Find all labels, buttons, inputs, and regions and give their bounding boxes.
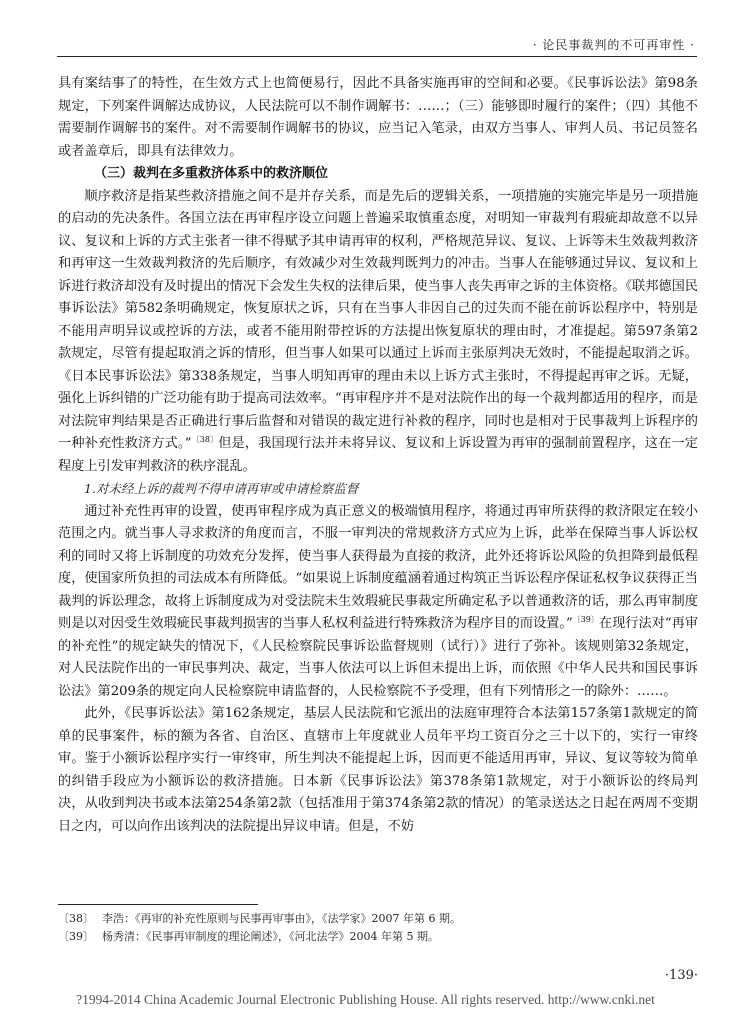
footnote-text: 李浩：《再审的补充性原则与民事再审事由》，《法学家》2007 年第 6 期。: [102, 912, 461, 925]
sub-heading: 1.对未经上诉的裁判不得申请再审或申请检察监督: [84, 481, 359, 496]
header-rule: [57, 56, 697, 57]
footnote-ref-38[interactable]: 〔38〕: [191, 435, 219, 444]
running-header: · 论民事裁判的不可再审性 ·: [532, 38, 695, 52]
section-heading: （三）裁判在多重救济体系中的救济顺位: [94, 166, 329, 181]
footnote-ref-39[interactable]: 〔39〕: [572, 615, 599, 624]
article-body: [58, 73, 698, 838]
footnote-rule: [58, 904, 258, 905]
paragraph-2-text-b: 但是，我国现行法并未将异议、复议和上诉设置为再审的强制前置程序，这在一定程度上引发审判救济的秩序混乱。: [58, 436, 698, 474]
paragraph-3-text-a: 通过补充性再审的设置，使再审程序成为真正意义的极端慎用程序，将通过再审所获得的救济限定在较小范围之内。就当事人寻求救济的角度而言，不服一审判决的常规救济方式应为上诉，此举在保障当事人诉讼权利的同时又将上诉制度的功效充分发挥，使当事人获得最为直接的救济，此外还将诉讼风险的负担降到最低程度，使国家所负担的司法成本有所降低。“如果说上诉制度蕴涵着通过构筑正当诉讼程序保证私权争议获得正当裁判的诉讼理念，故将上诉制度成为对受法院未生效瑕疵民事裁定所确定私予以普通救济的话，那么再审制度则是以对因受生效瑕疵民事裁判损害的当事人私权利益进行特殊救济为程序目的而设置。”: [58, 503, 698, 631]
footnote-number: 〔39〕: [58, 930, 94, 943]
paragraph-2: [58, 186, 698, 479]
footnote-number: 〔38〕: [58, 912, 94, 925]
paragraph-2-text-a: 顺序救济是指某些救济措施之间不是并存关系，而是先后的逻辑关系，一项措施的实施完毕是另一项措施的启动的先决条件。各国立法在再审程序设立问题上普遍采取慎重态度，对明知一审裁判有瑕疵却故意不以异议、复议和上诉的方式主张者一律不得赋予其申请再审的权利，严格规范异议、复议、上诉等未生效裁判救济和再审这一生效裁判救济的先后顺序，有效减少对生效裁判既判力的冲击。当事人在能够通过异议、复议和上诉进行救济却没有及时提出的情况下会发生失权的法律后果，使当事人丧失再审之诉的主体资格。《联邦德国民事诉讼法》第582条明确规定，恢复原状之诉，只有在当事人非因自己的过失而不能在前诉讼程序中，特别是不能用声明异议或控诉的方法，或者不能用附带控诉的方法提出恢复原状的理由时，才准提起。第597条第2款规定，尽管有提起取消之诉的情形，但当事人如果可以通过上诉而主张原判决无效时，不能提起取消之诉。《日本民事诉讼法》第338条规定，当事人明知再审的理由未以上诉方式主张时，不得提起再审之诉。无疑，强化上诉纠错的广泛功能有助于提高司法效率。“再审程序并不是对法院作出的每一个裁判都适用的程序，而是对法院审判结果是否正确进行事后监督和对错误的裁定进行补救的程序，同时也是相对于民事裁判上诉程序的一种补充性救济方式。”: [58, 188, 698, 451]
paragraph-1: 具有案结事了的特性，在生效方式上也简便易行，因此不具备实施再审的空间和必要。《民事诉讼法》第98条规定，下列案件调解达成协议，人民法院可以不制作调解书：……；（三）能够即时履行的案件；（四）其他不需要制作调解书的案件。对不需要制作调解书的协议，应当记入笔录，由双方当事人、审判人员、书记员签名或者盖章后，即具有法律效力。: [58, 76, 698, 159]
footnote-39: [58, 928, 698, 946]
paragraph-4: 此外，《民事诉讼法》第162条规定，基层人民法院和它派出的法庭审理符合本法第157条第1款规定的简单的民事案件，标的额为各省、自治区、直辖市上年度就业人员年平均工资百分之三十以下的，实行一审终审。鉴于小额诉讼程序实行一审终审，所生判决不能提起上诉，因而更不能适用再审，异议、复议等较为简单的纠错手段应为小额诉讼的救济措施。日本新《民事诉讼法》第378条第1款规定，对于小额诉讼的终局判决，从收到判决书或本法第254条第2款（包括准用于第374条第2款的情况）的笔录送达之日起在两周不变期日之内，可以向作出该判决的法院提出异议申请。但是，不妨: [58, 706, 698, 834]
footnote-38: [58, 910, 698, 928]
paragraph-3-text-b: 在现行法对“再审的补充性”的规定缺失的情况下，《人民检察院民事诉讼监督规则（试行）》进行了弥补。该规则第32条规定，对人民法院作出的一审民事判决、裁定，当事人依法可以上诉但未提出上诉，而依照《中华人民共和国民事诉讼法》第209条的规定向人民检察院申请监督的，人民检察院不予受理，但有下列情形之一的除外：……。: [58, 616, 699, 699]
copyright-line: ?1994-2014 China Academic Journal Electronic Publishing House. All rights reserved. http://www.cnki.net: [76, 992, 655, 1007]
page-number: ·139·: [664, 968, 698, 983]
paragraph-3: [58, 501, 698, 704]
footnotes: [58, 910, 698, 946]
footnote-text: 杨秀清：《民事再审制度的理论阐述》，《河北法学》2004 年第 5 期。: [102, 930, 439, 943]
